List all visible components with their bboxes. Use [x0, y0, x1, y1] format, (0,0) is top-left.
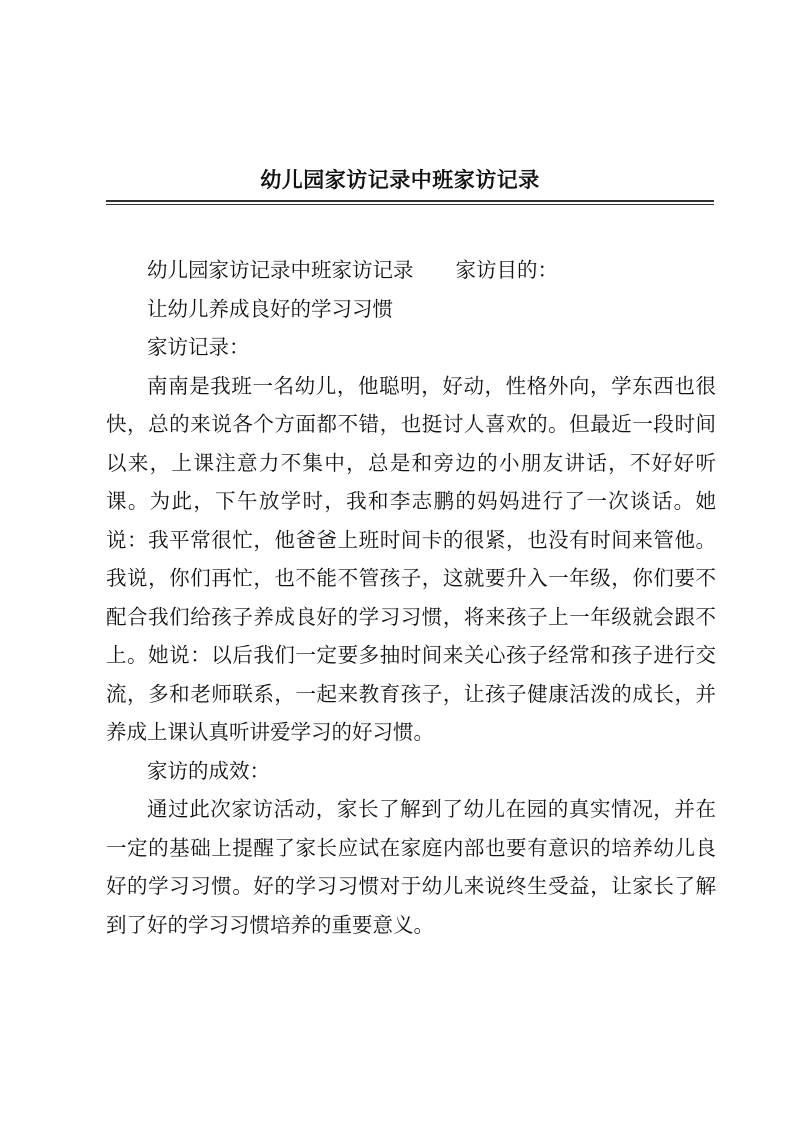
visit-results-heading: 家访的成效： [147, 758, 270, 783]
title-rule-thick [106, 200, 714, 202]
visit-purpose-text: 让幼儿养成良好的学习习惯 [147, 296, 393, 321]
title-rule-thin [106, 204, 714, 205]
document-title: 幼儿园家访记录中班家访记录 [260, 167, 540, 192]
document-body [106, 251, 716, 944]
visit-record-text: 南南是我班一名幼儿，他聪明，好动，性格外向，学东西也很快，总的来说各个方面都不错，也挺讨人喜欢的。但最近一段时间以来，上课注意力不集中，总是和旁边的小朋友讲话，不好好听课。为此，下午放学时，我和李志鹏的妈妈进行了一次谈话。她说：我平常很忙，他爸爸上班时间卡的很紧，也没有时间来管他。我说，你们再忙，也不能不管孩子，这就要升入一年级，你们要不配合我们给孩子养成良好的学习习惯，将来孩子上一年级就会跟不上。她说：以后我们一定要多抽时间来关心孩子经常和孩子进行交流，多和老师联系，一起来教育孩子，让孩子健康活泼的成长，并养成上课认真听讲爱学习的好习惯。 [106, 373, 716, 744]
intro-title: 幼儿园家访记录中班家访记录 [147, 258, 414, 282]
visit-results-text: 通过此次家访活动，家长了解到了幼儿在园的真实情况，并在一定的基础上提醒了家长应试在家庭内部也要有意识的培养幼儿良好的学习习惯。好的学习习惯对于幼儿来说终生受益，让家长了解到了好的学习习惯培养的重要意义。 [106, 797, 716, 937]
visit-purpose-label: 家访目的： [455, 258, 558, 282]
visit-record-heading: 家访记录： [147, 335, 250, 359]
intro-line [106, 251, 716, 290]
